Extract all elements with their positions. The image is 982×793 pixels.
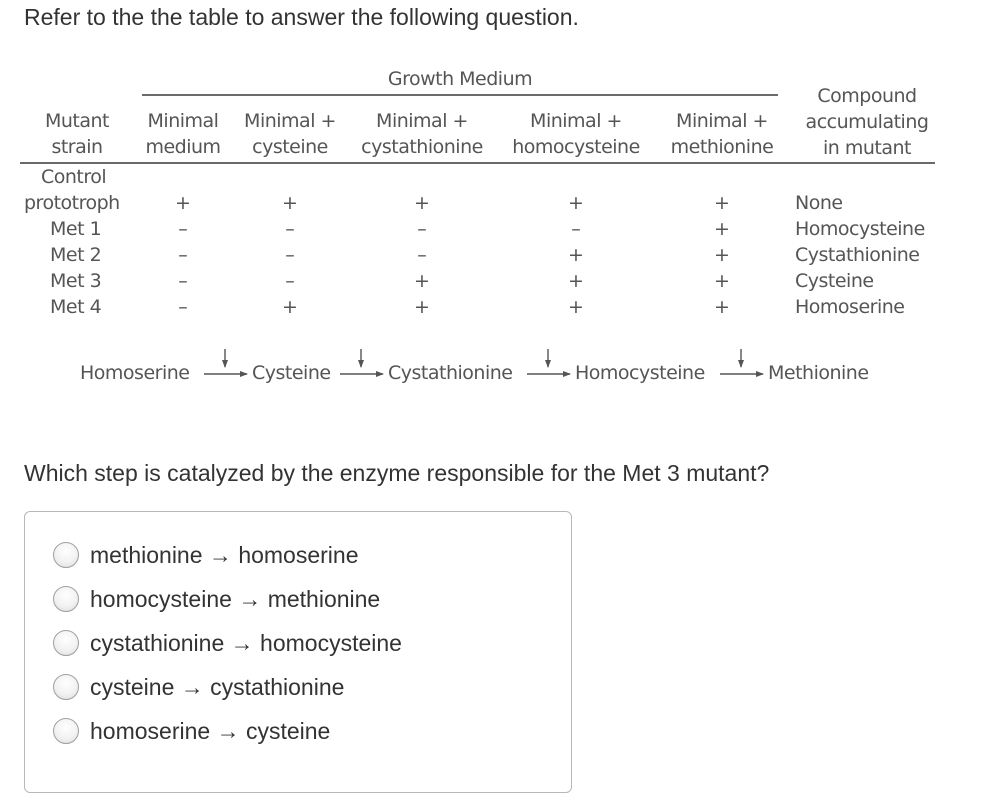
cell-control-cysteine: +	[282, 192, 298, 214]
compound-control: None	[795, 192, 843, 214]
strain-met-1: Met 1	[50, 218, 102, 240]
cell-met1-cysteine: –	[285, 218, 295, 240]
cell-met3-homocysteine: +	[568, 270, 584, 292]
option-label: cystathionine → homocysteine	[90, 629, 402, 656]
cell-control-cystathionine: +	[414, 192, 430, 214]
radio-button[interactable]	[53, 586, 79, 612]
cell-met1-cystathionine: –	[417, 218, 427, 240]
col-header-strain-line2: strain	[51, 136, 103, 158]
col-header-cystathionine-line1: Minimal +	[376, 110, 468, 132]
strain-prototroph: prototroph	[24, 192, 120, 214]
question-prompt: Refer to the the table to answer the following question.	[24, 4, 579, 30]
pathway-cysteine: Cysteine	[252, 362, 331, 384]
cell-met3-cysteine: –	[285, 270, 295, 292]
pathway-methionine: Methionine	[768, 362, 869, 384]
cell-met4-minimal: –	[178, 296, 188, 318]
option-cystathionine-homocysteine[interactable]	[53, 628, 402, 658]
option-homocysteine-methionine[interactable]	[53, 584, 380, 614]
cell-met4-methionine: +	[714, 296, 730, 318]
pathway-arrows	[20, 60, 940, 400]
option-label: cysteine → cystathionine	[90, 673, 345, 700]
strain-met-4: Met 4	[50, 296, 102, 318]
cell-control-minimal: +	[175, 192, 191, 214]
col-header-methionine-line2: methionine	[670, 136, 774, 158]
pathway-arrow-4	[720, 349, 763, 374]
col-header-homocysteine-line2: homocysteine	[512, 136, 640, 158]
cell-met1-homocysteine: –	[571, 218, 581, 240]
col-header-minimal-line1: Minimal	[147, 110, 219, 132]
cell-met3-methionine: +	[714, 270, 730, 292]
col-header-compound-line2: accumulating	[805, 111, 929, 133]
mutant-growth-table-figure	[20, 60, 940, 400]
cell-met2-methionine: +	[714, 244, 730, 266]
col-header-cystathionine-line2: cystathionine	[361, 136, 483, 158]
cell-met1-minimal: –	[178, 218, 188, 240]
pathway-homoserine: Homoserine	[80, 362, 190, 384]
compound-met4: Homoserine	[795, 296, 905, 318]
compound-met3: Cysteine	[795, 270, 874, 292]
radio-button[interactable]	[53, 718, 79, 744]
option-label: methionine → homoserine	[90, 541, 359, 568]
pathway-arrow-3	[527, 349, 570, 374]
strain-met-2: Met 2	[50, 244, 102, 266]
col-header-minimal-line2: medium	[145, 136, 221, 158]
option-cysteine-cystathionine[interactable]	[53, 672, 344, 702]
cell-met4-cystathionine: +	[414, 296, 430, 318]
col-header-compound-line1: Compound	[817, 85, 917, 107]
cell-met4-cysteine: +	[282, 296, 298, 318]
pathway-arrow-2	[340, 349, 383, 374]
option-methionine-homoserine[interactable]	[53, 540, 359, 570]
col-header-cysteine-line2: cysteine	[252, 136, 328, 158]
col-header-methionine-line1: Minimal +	[676, 110, 768, 132]
option-homoserine-cysteine[interactable]	[53, 716, 330, 746]
strain-control-line1: Control	[41, 166, 107, 188]
pathway-arrow-1	[204, 349, 247, 374]
radio-button[interactable]	[53, 674, 79, 700]
cell-met2-cysteine: –	[285, 244, 295, 266]
cell-met2-cystathionine: –	[417, 244, 427, 266]
cell-met1-methionine: +	[714, 218, 730, 240]
cell-met4-homocysteine: +	[568, 296, 584, 318]
cell-met2-minimal: –	[178, 244, 188, 266]
option-label: homoserine → cysteine	[90, 717, 331, 744]
compound-met2: Cystathionine	[795, 244, 920, 266]
cell-met3-minimal: –	[178, 270, 188, 292]
col-header-compound-line3: in mutant	[823, 137, 911, 159]
col-header-homocysteine-line1: Minimal +	[530, 110, 622, 132]
pathway-cystathionine: Cystathionine	[388, 362, 513, 384]
cell-met2-homocysteine: +	[568, 244, 584, 266]
strain-met-3: Met 3	[50, 270, 102, 292]
radio-button[interactable]	[53, 630, 79, 656]
cell-met3-cystathionine: +	[414, 270, 430, 292]
col-header-strain-line1: Mutant	[44, 110, 110, 132]
col-header-cysteine-line1: Minimal +	[244, 110, 336, 132]
compound-met1: Homocysteine	[795, 218, 925, 240]
answer-choices-box	[24, 511, 572, 793]
option-label: homocysteine → methionine	[90, 585, 381, 612]
question-text: Which step is catalyzed by the enzyme responsible for the Met 3 mutant?	[24, 460, 770, 486]
pathway-homocysteine: Homocysteine	[575, 362, 705, 384]
cell-control-methionine: +	[714, 192, 730, 214]
growth-medium-header: Growth Medium	[387, 68, 533, 90]
cell-control-homocysteine: +	[568, 192, 584, 214]
radio-button[interactable]	[53, 542, 79, 568]
